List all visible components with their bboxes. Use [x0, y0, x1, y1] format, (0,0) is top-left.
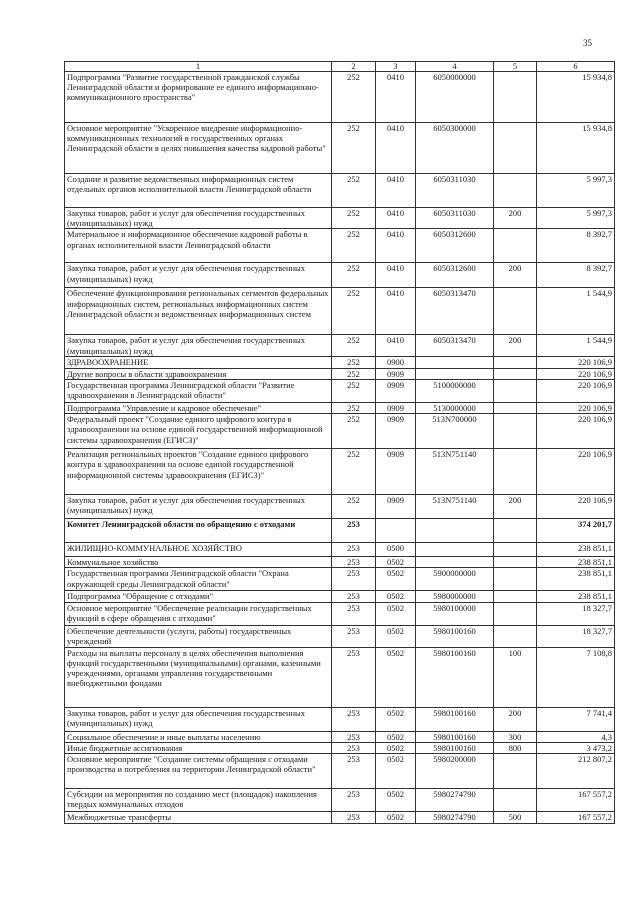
- table-row: [65, 208, 615, 229]
- row-target-article-cell: 5100000000: [416, 380, 494, 403]
- row-target-article-cell: 5980100160: [416, 707, 494, 731]
- row-section-cell: 0909: [376, 380, 416, 403]
- row-section-cell: 0500: [376, 543, 416, 557]
- table-row: [65, 625, 615, 647]
- row-amount-cell: 7 108,8: [537, 647, 615, 707]
- row-amount-cell: 3 473,2: [537, 742, 615, 753]
- row-target-article-cell: 6050311030: [416, 208, 494, 229]
- row-expense-type-cell: [494, 568, 537, 591]
- row-expense-type-cell: 200: [494, 263, 537, 288]
- row-section-cell: 0410: [376, 288, 416, 335]
- row-target-article-cell: 6050311030: [416, 174, 494, 208]
- row-amount-cell: 18 327,7: [537, 602, 615, 625]
- row-grbs-cell: 253: [332, 568, 376, 591]
- row-section-cell: 0410: [376, 335, 416, 356]
- table-row: [65, 707, 615, 731]
- row-expense-type-cell: 200: [494, 208, 537, 229]
- row-section-cell: 0909: [376, 495, 416, 519]
- row-amount-cell: 220 106,9: [537, 356, 615, 368]
- row-expense-type-cell: 800: [494, 742, 537, 753]
- row-amount-cell: 238 851,1: [537, 557, 615, 568]
- row-name-cell: ЖИЛИЩНО-КОММУНАЛЬНОЕ ХОЗЯЙСТВО: [65, 543, 332, 557]
- row-section-cell: 0502: [376, 742, 416, 753]
- row-section-cell: 0410: [376, 72, 416, 123]
- row-target-article-cell: 5130000000: [416, 403, 494, 414]
- row-target-article-cell: [416, 368, 494, 379]
- row-name-cell: Основное мероприятие "Обеспечение реализации государственных функций в сфере обращения с отходами": [65, 602, 332, 625]
- row-expense-type-cell: [494, 591, 537, 602]
- row-section-cell: 0502: [376, 647, 416, 707]
- row-name-cell: Основное мероприятие "Создание системы обращения с отходами производства и потребления на территории Ленинградской области": [65, 754, 332, 789]
- table-row: [65, 812, 615, 824]
- row-target-article-cell: 6050312600: [416, 229, 494, 263]
- table-row: [65, 591, 615, 602]
- row-amount-cell: 15 934,8: [537, 123, 615, 174]
- page-number: 35: [583, 38, 592, 48]
- row-target-article-cell: 5980100160: [416, 647, 494, 707]
- table-row: [65, 449, 615, 495]
- table-row: [65, 754, 615, 789]
- row-section-cell: 0909: [376, 403, 416, 414]
- row-section-cell: 0502: [376, 754, 416, 789]
- row-amount-cell: 238 851,1: [537, 543, 615, 557]
- table-row: [65, 789, 615, 812]
- row-grbs-cell: 253: [332, 754, 376, 789]
- row-grbs-cell: 252: [332, 123, 376, 174]
- row-target-article-cell: 5980100000: [416, 602, 494, 625]
- row-target-article-cell: 5980100160: [416, 731, 494, 742]
- row-expense-type-cell: [494, 625, 537, 647]
- row-section-cell: 0502: [376, 789, 416, 812]
- row-expense-type-cell: [494, 519, 537, 543]
- row-expense-type-cell: [494, 754, 537, 789]
- table-row: [65, 368, 615, 379]
- row-section-cell: 0502: [376, 707, 416, 731]
- row-name-cell: Расходы на выплаты персоналу в целях обеспечения выполнения функций государственными (муниципальными) органами, казенными учреждениями, органами управления государственными внебюджетными фондами: [65, 647, 332, 707]
- row-expense-type-cell: 500: [494, 812, 537, 824]
- row-grbs-cell: 252: [332, 380, 376, 403]
- row-section-cell: 0909: [376, 368, 416, 379]
- row-target-article-cell: 6050313470: [416, 288, 494, 335]
- row-expense-type-cell: [494, 380, 537, 403]
- row-name-cell: Основное мероприятие "Ускоренное внедрение информационно-коммуникационных технологий в государственных органах Ленинградской области в целях повышения качества кадровой работы": [65, 123, 332, 174]
- header-column-1: 1: [65, 62, 332, 72]
- row-target-article-cell: [416, 519, 494, 543]
- row-grbs-cell: 253: [332, 742, 376, 753]
- table-row: [65, 568, 615, 591]
- table-row: [65, 174, 615, 208]
- row-amount-cell: 220 106,9: [537, 403, 615, 414]
- row-expense-type-cell: 200: [494, 707, 537, 731]
- row-name-cell: Социальное обеспечение и иные выплаты населению: [65, 731, 332, 742]
- row-expense-type-cell: 300: [494, 731, 537, 742]
- row-expense-type-cell: [494, 602, 537, 625]
- row-target-article-cell: 5980200000: [416, 754, 494, 789]
- table-row: [65, 519, 615, 543]
- row-amount-cell: 4,3: [537, 731, 615, 742]
- table-row: [65, 263, 615, 288]
- row-expense-type-cell: [494, 356, 537, 368]
- row-target-article-cell: [416, 543, 494, 557]
- row-grbs-cell: 253: [332, 647, 376, 707]
- row-name-cell: ЗДРАВООХРАНЕНИЕ: [65, 356, 332, 368]
- table-header-row: [65, 62, 615, 72]
- row-amount-cell: 1 544,9: [537, 288, 615, 335]
- table-row: [65, 72, 615, 123]
- row-grbs-cell: 252: [332, 414, 376, 449]
- row-target-article-cell: [416, 557, 494, 568]
- header-column-6: 6: [537, 62, 615, 72]
- row-expense-type-cell: [494, 557, 537, 568]
- row-expense-type-cell: [494, 543, 537, 557]
- row-target-article-cell: 6050300000: [416, 123, 494, 174]
- row-name-cell: Субсидии на мероприятия по созданию мест (площадок) накопления твердых коммунальных отходов: [65, 789, 332, 812]
- row-grbs-cell: 253: [332, 625, 376, 647]
- row-expense-type-cell: 200: [494, 495, 537, 519]
- row-grbs-cell: 252: [332, 449, 376, 495]
- row-section-cell: 0909: [376, 414, 416, 449]
- row-section-cell: 0410: [376, 174, 416, 208]
- row-name-cell: Обеспечение функционирования региональных сегментов федеральных информационных систем, региональных информационных систем Ленинградской области и ведомственных информационных систем: [65, 288, 332, 335]
- row-section-cell: 0410: [376, 263, 416, 288]
- row-grbs-cell: 253: [332, 557, 376, 568]
- row-amount-cell: 220 106,9: [537, 449, 615, 495]
- row-expense-type-cell: [494, 414, 537, 449]
- row-name-cell: Подпрограмма "Развитие государственной гражданской службы Ленинградской области и формирование ее единого информационно-коммуникационного пространства": [65, 72, 332, 123]
- row-amount-cell: 15 934,8: [537, 72, 615, 123]
- row-grbs-cell: 252: [332, 229, 376, 263]
- row-section-cell: 0502: [376, 591, 416, 602]
- row-target-article-cell: 6050000000: [416, 72, 494, 123]
- row-section-cell: 0502: [376, 568, 416, 591]
- row-grbs-cell: 253: [332, 789, 376, 812]
- table-row: [65, 495, 615, 519]
- row-amount-cell: 212 807,2: [537, 754, 615, 789]
- row-name-cell: Коммунальное хозяйство: [65, 557, 332, 568]
- table-row: [65, 403, 615, 414]
- row-name-cell: Комитет Ленинградской области по обращению с отходами: [65, 519, 332, 543]
- row-expense-type-cell: [494, 403, 537, 414]
- row-name-cell: Закупка товаров, работ и услуг для обеспечения государственных (муниципальных) нужд: [65, 208, 332, 229]
- row-grbs-cell: 252: [332, 208, 376, 229]
- row-grbs-cell: 252: [332, 288, 376, 335]
- row-target-article-cell: 513N751140: [416, 495, 494, 519]
- row-target-article-cell: 5900000000: [416, 568, 494, 591]
- row-target-article-cell: 5980274790: [416, 789, 494, 812]
- row-grbs-cell: 252: [332, 263, 376, 288]
- row-grbs-cell: 252: [332, 368, 376, 379]
- row-amount-cell: 8 392,7: [537, 263, 615, 288]
- row-expense-type-cell: 200: [494, 335, 537, 356]
- row-amount-cell: 238 851,1: [537, 591, 615, 602]
- row-expense-type-cell: [494, 368, 537, 379]
- row-amount-cell: 5 997,3: [537, 174, 615, 208]
- row-target-article-cell: 5980274790: [416, 812, 494, 824]
- row-grbs-cell: 253: [332, 707, 376, 731]
- row-target-article-cell: 5980100160: [416, 625, 494, 647]
- row-amount-cell: 5 997,3: [537, 208, 615, 229]
- budget-table: [64, 61, 615, 824]
- header-column-4: 4: [416, 62, 494, 72]
- row-name-cell: Другие вопросы в области здравоохранения: [65, 368, 332, 379]
- row-name-cell: Реализация региональных проектов "Создание единого цифрового контура в здравоохранении на основе единой государственной информационной системы здравоохранения (ЕГИСЗ)": [65, 449, 332, 495]
- row-target-article-cell: 513N751140: [416, 449, 494, 495]
- row-grbs-cell: 253: [332, 591, 376, 602]
- row-section-cell: 0502: [376, 602, 416, 625]
- table-row: [65, 414, 615, 449]
- row-target-article-cell: 5980100160: [416, 742, 494, 753]
- row-name-cell: Закупка товаров, работ и услуг для обеспечения государственных (муниципальных) нужд: [65, 707, 332, 731]
- row-name-cell: Подпрограмма "Обращение с отходами": [65, 591, 332, 602]
- row-section-cell: [376, 519, 416, 543]
- row-target-article-cell: 6050313470: [416, 335, 494, 356]
- row-expense-type-cell: [494, 789, 537, 812]
- row-grbs-cell: 253: [332, 543, 376, 557]
- header-column-5: 5: [494, 62, 537, 72]
- row-amount-cell: 18 327,7: [537, 625, 615, 647]
- row-name-cell: Иные бюджетные ассигнования: [65, 742, 332, 753]
- row-expense-type-cell: [494, 288, 537, 335]
- row-grbs-cell: 253: [332, 731, 376, 742]
- row-amount-cell: 220 106,9: [537, 368, 615, 379]
- row-section-cell: 0900: [376, 356, 416, 368]
- table-row: [65, 380, 615, 403]
- row-amount-cell: 238 851,1: [537, 568, 615, 591]
- row-amount-cell: 220 106,9: [537, 380, 615, 403]
- row-expense-type-cell: 100: [494, 647, 537, 707]
- row-name-cell: Государственная программа Ленинградской области "Охрана окружающей среды Ленинградской области": [65, 568, 332, 591]
- table-row: [65, 742, 615, 753]
- row-grbs-cell: 252: [332, 174, 376, 208]
- table-row: [65, 602, 615, 625]
- table-row: [65, 123, 615, 174]
- row-expense-type-cell: [494, 123, 537, 174]
- table-row: [65, 647, 615, 707]
- row-name-cell: Закупка товаров, работ и услуг для обеспечения государственных (муниципальных) нужд: [65, 495, 332, 519]
- table-row: [65, 335, 615, 356]
- row-name-cell: Материальное и информационное обеспечение кадровой работы в органах исполнительной власти Ленинградской области: [65, 229, 332, 263]
- row-amount-cell: 167 557,2: [537, 789, 615, 812]
- header-column-3: 3: [376, 62, 416, 72]
- row-section-cell: 0410: [376, 229, 416, 263]
- row-name-cell: Закупка товаров, работ и услуг для обеспечения государственных (муниципальных) нужд: [65, 263, 332, 288]
- row-section-cell: 0410: [376, 208, 416, 229]
- row-grbs-cell: 253: [332, 812, 376, 824]
- table-row: [65, 288, 615, 335]
- row-grbs-cell: 252: [332, 403, 376, 414]
- row-name-cell: Создание и развитие ведомственных информационных систем отдельных органов исполнительной власти Ленинградской области: [65, 174, 332, 208]
- row-section-cell: 0502: [376, 731, 416, 742]
- row-section-cell: 0502: [376, 812, 416, 824]
- row-grbs-cell: 252: [332, 356, 376, 368]
- row-section-cell: 0410: [376, 123, 416, 174]
- row-name-cell: Межбюджетные трансферты: [65, 812, 332, 824]
- row-target-article-cell: 6050312600: [416, 263, 494, 288]
- row-grbs-cell: 253: [332, 519, 376, 543]
- table-row: [65, 543, 615, 557]
- row-grbs-cell: 252: [332, 72, 376, 123]
- row-target-article-cell: [416, 356, 494, 368]
- row-amount-cell: 167 557,2: [537, 812, 615, 824]
- row-target-article-cell: 513N700000: [416, 414, 494, 449]
- row-expense-type-cell: [494, 72, 537, 123]
- row-name-cell: Государственная программа Ленинградской области "Развитие здравоохранения в Ленинградской области": [65, 380, 332, 403]
- row-amount-cell: 1 544,9: [537, 335, 615, 356]
- row-grbs-cell: 252: [332, 335, 376, 356]
- row-amount-cell: 374 201,7: [537, 519, 615, 543]
- row-amount-cell: 220 106,9: [537, 414, 615, 449]
- row-grbs-cell: 252: [332, 495, 376, 519]
- row-name-cell: Подпрограмма "Управление и кадровое обеспечение": [65, 403, 332, 414]
- row-amount-cell: 220 106,9: [537, 495, 615, 519]
- row-section-cell: 0909: [376, 449, 416, 495]
- row-section-cell: 0502: [376, 557, 416, 568]
- table-body: [65, 72, 615, 824]
- row-amount-cell: 7 741,4: [537, 707, 615, 731]
- row-grbs-cell: 253: [332, 602, 376, 625]
- row-name-cell: Закупка товаров, работ и услуг для обеспечения государственных (муниципальных) нужд: [65, 335, 332, 356]
- row-name-cell: Федеральный проект "Создание единого цифрового контура в здравоохранении на основе единой государственной информационной системы здравоохранения (ЕГИСЗ)": [65, 414, 332, 449]
- row-expense-type-cell: [494, 229, 537, 263]
- row-amount-cell: 8 392,7: [537, 229, 615, 263]
- table-row: [65, 731, 615, 742]
- row-section-cell: 0502: [376, 625, 416, 647]
- row-target-article-cell: 5980000000: [416, 591, 494, 602]
- row-expense-type-cell: [494, 174, 537, 208]
- row-expense-type-cell: [494, 449, 537, 495]
- table-row: [65, 557, 615, 568]
- table-row: [65, 229, 615, 263]
- table-row: [65, 356, 615, 368]
- header-column-2: 2: [332, 62, 376, 72]
- row-name-cell: Обеспечение деятельности (услуги, работы) государственных учреждений: [65, 625, 332, 647]
